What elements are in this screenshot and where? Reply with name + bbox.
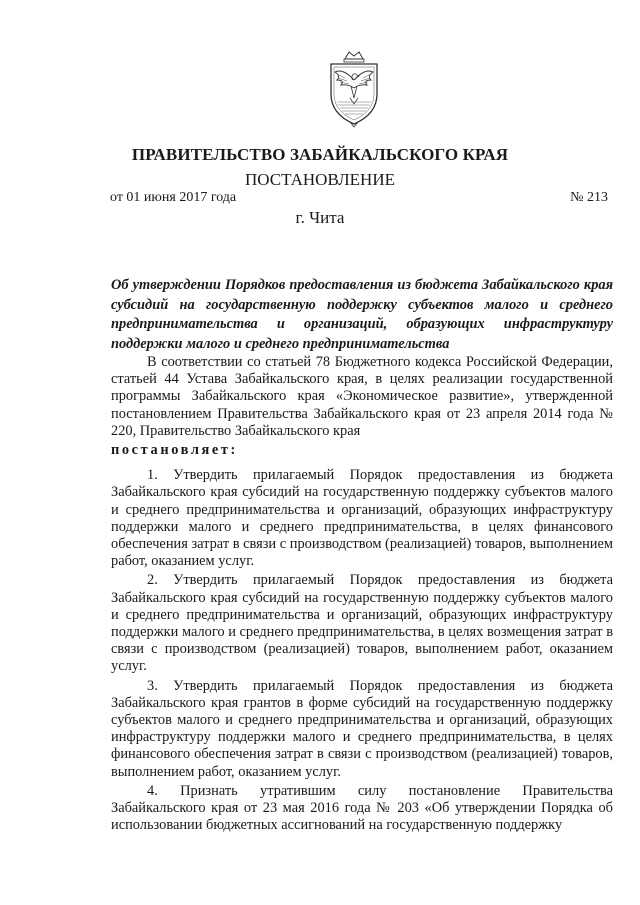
item-paragraph-1: 1. Утвердить прилагаемый Порядок предоставления из бюджета Забайкальского края субсидий на государственную поддержку субъектов малого и среднего предпринимательства и организаций, образующих инфраструктуру поддержки малого и среднего предпринимательства, в целях финансового обеспечения затрат в связи с производством (реализацией) товаров, выполнением работ, оказанием услуг. bbox=[111, 467, 613, 570]
item-paragraph-3: 3. Утвердить прилагаемый Порядок предоставления из бюджета Забайкальского края грантов в форме субсидий на государственную поддержку субъектов малого и среднего предпринимательства и организаций, образующих инфраструктуру поддержки малого и среднего предпринимательства, в целях финансового обеспечения затрат в связи с производством (реализацией) товаров, выполнением работ, оказанием услуг. bbox=[111, 677, 613, 780]
document-date: от 01 июня 2017 года bbox=[110, 190, 237, 205]
document-number: № 213 bbox=[570, 190, 608, 205]
resolves-colon: : bbox=[230, 442, 236, 459]
document-body bbox=[111, 354, 613, 836]
government-name: ПРАВИТЕЛЬСТВО ЗАБАЙКАЛЬСКОГО КРАЯ bbox=[131, 145, 509, 164]
item-paragraph-2: 2. Утвердить прилагаемый Порядок предоставления из бюджета Забайкальского края субсидий на государственную поддержку субъектов малого и среднего предпринимательства и организаций, образующих инфраструктуру поддержки малого и среднего предпринимательства, в целях возмещения затрат в связи с производством (реализацией) товаров, выполнением работ, оказанием услуг. bbox=[111, 572, 613, 675]
resolves-line bbox=[111, 442, 613, 459]
document-title: Об утверждении Порядков предоставления из бюджета Забайкальского края субсидий на государственную поддержку субъектов малого и среднего предпринимательства и организаций, образующих инфраструктуру поддержки малого и среднего предпринимательства bbox=[111, 277, 613, 352]
document-type: ПОСТАНОВЛЕНИЕ bbox=[244, 170, 395, 189]
intro-paragraph: В соответствии со статьей 78 Бюджетного кодекса Российской Федерации, статьей 44 Устава Забайкальского края, в целях реализации государственной программы Забайкальского края «Экономическое развитие», утвержденной постановлением Правительства Забайкальского края от 23 апреля 2014 года № 220, Правительство Забайкальского края bbox=[111, 354, 613, 439]
resolves-word: постановляет bbox=[111, 442, 231, 459]
document-city: г. Чита bbox=[295, 208, 345, 227]
coat-of-arms-icon bbox=[323, 50, 385, 128]
item-paragraph-4: 4. Признать утратившим силу постановление Правительства Забайкальского края от 23 мая 2016 года № 203 «Об утверждении Порядка об использовании бюджетных ассигнований на государственную поддержку bbox=[111, 782, 613, 834]
